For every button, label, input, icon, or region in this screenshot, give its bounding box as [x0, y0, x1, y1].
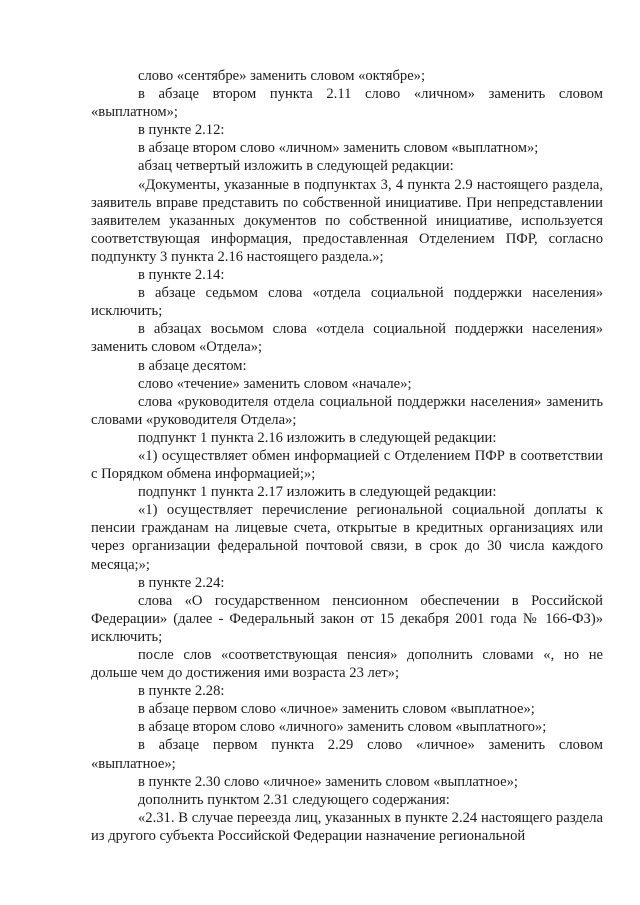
paragraph: в пункте 2.28:	[138, 683, 225, 700]
paragraph: абзац четвертый изложить в следующей редакции:	[138, 158, 454, 175]
paragraph: в абзаце первом пункта 2.29 слово «личное» заменить словом «выплатное»;	[91, 737, 603, 772]
paragraph: после слов «соответствующая пенсия» дополнить словами «, но не дольше чем до достижения ими возраста 23 лет»;	[91, 647, 603, 682]
paragraph: слово «течение» заменить словом «начале»;	[138, 375, 412, 392]
paragraph: в абзаце десятом:	[138, 357, 247, 374]
paragraph: в абзаце седьмом слова «отдела социальной поддержки населения» исключить;	[91, 285, 603, 320]
paragraph: «2.31. В случае переезда лиц, указанных в пункте 2.24 настоящего раздела из другого субъекта Российской Федерации назначение региональной	[91, 809, 603, 844]
paragraph: слова «О государственном пенсионном обеспечении в Российской Федерации» (далее - Федеральный закон от 15 декабря 2001 года № 166-ФЗ)» исключить;	[91, 592, 603, 645]
paragraph: в абзацах восьмом слова «отдела социальной поддержки населения» заменить словом «Отдела»;	[91, 321, 603, 356]
paragraph: «1) осуществляет перечисление региональной социальной доплаты к пенсии гражданам на лицевые счета, открытые в кредитных организациях или через организации федеральной почтовой связи, в срок до 30 числа каждого месяца;»;	[91, 502, 603, 573]
paragraph: подпункт 1 пункта 2.16 изложить в следующей редакции:	[138, 429, 497, 446]
paragraph: в абзаце втором слово «личном» заменить словом «выплатном»;	[138, 140, 539, 157]
paragraph: слова «руководителя отдела социальной поддержки населения» заменить словами «руководителя Отдела»;	[91, 393, 603, 428]
paragraph: «Документы, указанные в подпунктах 3, 4 пункта 2.9 настоящего раздела, заявитель вправе представить по собственной инициативе. При непредставлении заявителем указанных документов по собственной инициативе, используется соответствующая информация, предоставленная Отделением ПФР, согласно подпункту 3 пункта 2.16 настоящего раздела.»;	[91, 176, 603, 265]
paragraph: в абзаце первом слово «личное» заменить словом «выплатное»;	[138, 701, 535, 718]
paragraph: в пункте 2.12:	[138, 122, 225, 139]
paragraph: в пункте 2.24:	[138, 574, 225, 591]
paragraph: в абзаце втором пункта 2.11 слово «личном» заменить словом «выплатном»;	[91, 86, 603, 121]
paragraph: в пункте 2.14:	[138, 267, 225, 284]
paragraph: слово «сентябре» заменить словом «октябре»;	[138, 68, 426, 84]
document-body	[91, 67, 603, 845]
paragraph: подпункт 1 пункта 2.17 изложить в следующей редакции:	[138, 484, 497, 501]
paragraph: в пункте 2.30 слово «личное» заменить словом «выплатное»;	[138, 773, 518, 790]
paragraph: дополнить пунктом 2.31 следующего содержания:	[138, 791, 450, 808]
paragraph: в абзаце втором слово «личного» заменить словом «выплатного»;	[138, 719, 547, 736]
paragraph: «1) осуществляет обмен информацией с Отделением ПФР в соответствии с Порядком обмена информацией;»;	[91, 447, 603, 483]
